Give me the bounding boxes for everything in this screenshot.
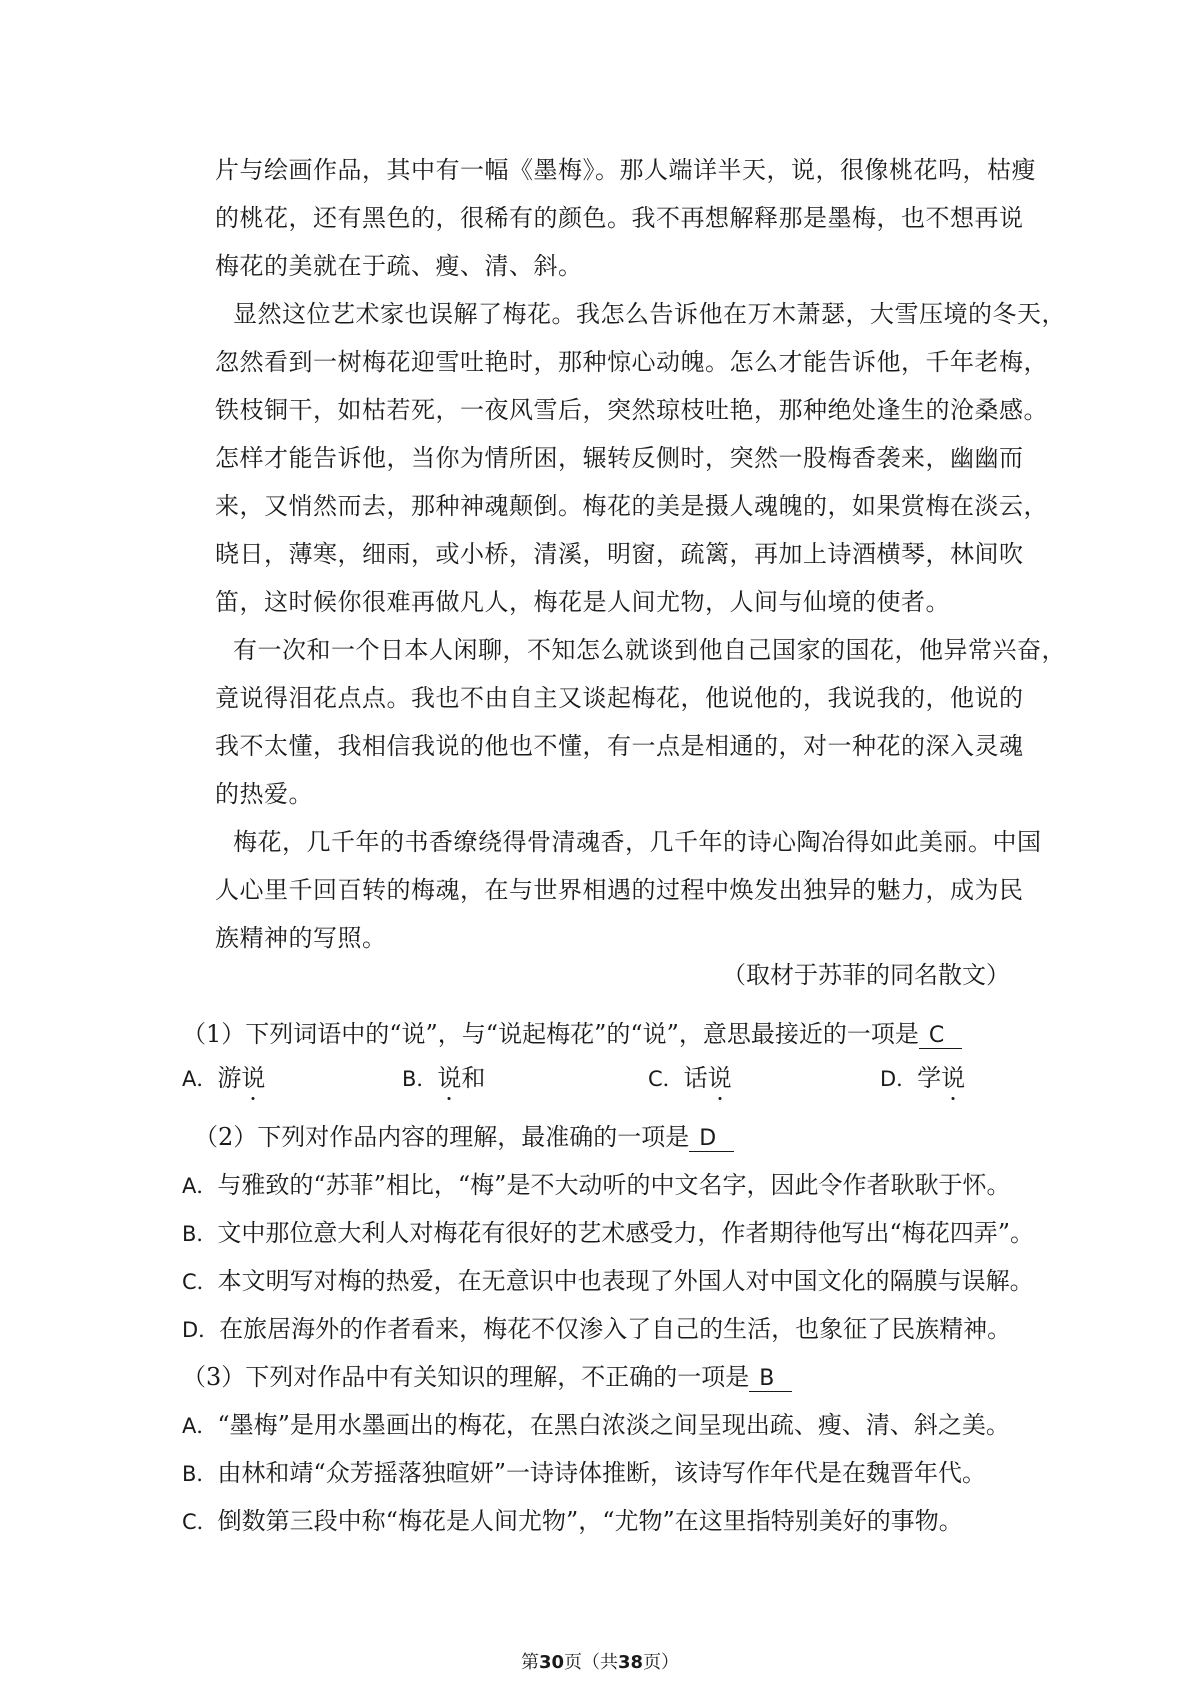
passage-line: 来，又悄然而去，那种神魂颠倒。梅花的美是摄人魂魄的，如果赏梅在淡云， bbox=[215, 492, 1048, 520]
option-text: 学 bbox=[917, 1064, 942, 1092]
option-text: 游 bbox=[217, 1064, 242, 1092]
option-text: “墨梅”是用水墨画出的梅花，在黑白浓淡之间呈现出疏、瘦、清、斜之美。 bbox=[217, 1411, 1010, 1439]
source-note: （取材于苏菲的同名散文） bbox=[722, 961, 1010, 989]
question-2-stem bbox=[194, 1117, 734, 1152]
emphasis-char: 说 bbox=[941, 1064, 966, 1092]
question-stem-text: （1）下列词语中的“说”，与“说起梅花”的“说”，意思最接近的一项是 bbox=[182, 1020, 919, 1048]
option-letter: D． bbox=[182, 1318, 220, 1342]
option-letter: A． bbox=[182, 1067, 218, 1091]
option-letter: A． bbox=[182, 1414, 218, 1438]
option-letter: C． bbox=[182, 1510, 218, 1534]
passage-line: 人心里千回百转的梅魂，在与世界相遇的过程中焕发出独异的魅力，成为民 bbox=[215, 876, 1024, 904]
option-text: 话 bbox=[683, 1064, 708, 1092]
page-total: 38 bbox=[618, 1652, 644, 1673]
q1-option-c bbox=[648, 1058, 732, 1093]
passage-line: 的桃花，还有黑色的，很稀有的颜色。我不再想解释那是墨梅，也不想再说 bbox=[215, 204, 1024, 232]
passage-line: 有一次和一个日本人闲聊，不知怎么就谈到他自己国家的国花，他异常兴奋， bbox=[233, 636, 1066, 664]
option-letter: A． bbox=[182, 1174, 218, 1198]
passage-line: 我不太懂，我相信我说的他也不懂，有一点是相通的，对一种花的深入灵魂 bbox=[215, 732, 1024, 760]
passage-line: 铁枝铜干，如枯若死，一夜风雪后，突然琼枝吐艳，那种绝处逢生的沧桑感。 bbox=[215, 396, 1048, 424]
option-text: 本文明写对梅的热爱，在无意识中也表现了外国人对中国文化的隔膜与误解。 bbox=[217, 1267, 1034, 1295]
passage-line: 怎样才能告诉他，当你为情所困，辗转反侧时，突然一股梅香袭来，幽幽而 bbox=[215, 444, 1024, 472]
emphasis-char: 说 bbox=[437, 1064, 462, 1092]
option-text: 倒数第三段中称“梅花是人间尤物”，“尤物”在这里指特别美好的事物。 bbox=[217, 1507, 963, 1535]
option-text: 和 bbox=[461, 1064, 486, 1092]
passage-line: 显然这位艺术家也误解了梅花。我怎么告诉他在万木萧瑟，大雪压境的冬天， bbox=[233, 300, 1066, 328]
option-text: 在旅居海外的作者看来，梅花不仅渗入了自己的生活，也象征了民族精神。 bbox=[219, 1315, 1012, 1343]
question-stem-text: （3）下列对作品中有关知识的理解，不正确的一项是 bbox=[182, 1363, 750, 1391]
q3-option-a bbox=[182, 1405, 1010, 1440]
option-letter: B． bbox=[182, 1222, 218, 1246]
q2-option-d bbox=[182, 1309, 1011, 1344]
emphasis-char: 说 bbox=[707, 1064, 732, 1092]
question-stem-text: （2）下列对作品内容的理解，最准确的一项是 bbox=[194, 1123, 690, 1151]
passage-line: 族精神的写照。 bbox=[215, 924, 387, 952]
option-letter: B． bbox=[402, 1067, 438, 1091]
question-1-stem bbox=[182, 1014, 962, 1049]
page-footer bbox=[0, 1648, 1200, 1674]
option-text: 由林和靖“众芳摇落独暄妍”一诗诗体推断，该诗写作年代是在魏晋年代。 bbox=[217, 1459, 986, 1487]
passage-line: 的热爱。 bbox=[215, 780, 313, 808]
passage-line: 笛，这时候你很难再做凡人，梅花是人间尤物，人间与仙境的使者。 bbox=[215, 588, 950, 616]
option-letter: C． bbox=[182, 1270, 218, 1294]
passage-line: 晓日，薄寒，细雨，或小桥，清溪，明窗，疏篱，再加上诗酒横琴，林间吹 bbox=[215, 540, 1024, 568]
option-letter: B． bbox=[182, 1462, 218, 1486]
q3-option-c bbox=[182, 1501, 963, 1536]
q2-option-c bbox=[182, 1261, 1034, 1296]
footer-text: 第 bbox=[520, 1652, 539, 1673]
passage-line: 梅花，几千年的书香缭绕得骨清魂香，几千年的诗心陶冶得如此美丽。中国 bbox=[233, 828, 1042, 856]
passage-line: 竟说得泪花点点。我也不由自主又谈起梅花，他说他的，我说我的，他说的 bbox=[215, 684, 1024, 712]
passage-line: 片与绘画作品，其中有一幅《墨梅》。那人端详半天，说，很像桃花吗，枯瘦 bbox=[215, 156, 1036, 184]
passage-line: 梅花的美就在于疏、瘦、清、斜。 bbox=[215, 252, 583, 280]
page-number: 30 bbox=[538, 1652, 564, 1673]
answer-blank: C bbox=[919, 1023, 962, 1049]
emphasis-char: 说 bbox=[241, 1064, 266, 1092]
q2-option-a bbox=[182, 1165, 1010, 1200]
answer-blank: D bbox=[689, 1126, 734, 1152]
q1-option-d bbox=[880, 1058, 965, 1093]
option-text: 与雅致的“苏菲”相比，“梅”是不大动听的中文名字，因此令作者耿耿于怀。 bbox=[217, 1171, 1011, 1199]
footer-text: 页） bbox=[643, 1652, 680, 1673]
q3-option-b bbox=[182, 1453, 986, 1488]
footer-text: 页（共 bbox=[564, 1652, 618, 1673]
passage-line: 忽然看到一树梅花迎雪吐艳时，那种惊心动魄。怎么才能告诉他，千年老梅， bbox=[215, 348, 1048, 376]
answer-blank: B bbox=[749, 1366, 792, 1392]
q1-option-b bbox=[402, 1058, 485, 1093]
question-3-stem bbox=[182, 1357, 792, 1392]
option-letter: D． bbox=[880, 1067, 918, 1091]
option-letter: C． bbox=[648, 1067, 684, 1091]
q1-option-a bbox=[182, 1058, 265, 1093]
option-text: 文中那位意大利人对梅花有很好的艺术感受力，作者期待他写出“梅花四弄”。 bbox=[217, 1219, 1034, 1247]
q2-option-b bbox=[182, 1213, 1034, 1248]
